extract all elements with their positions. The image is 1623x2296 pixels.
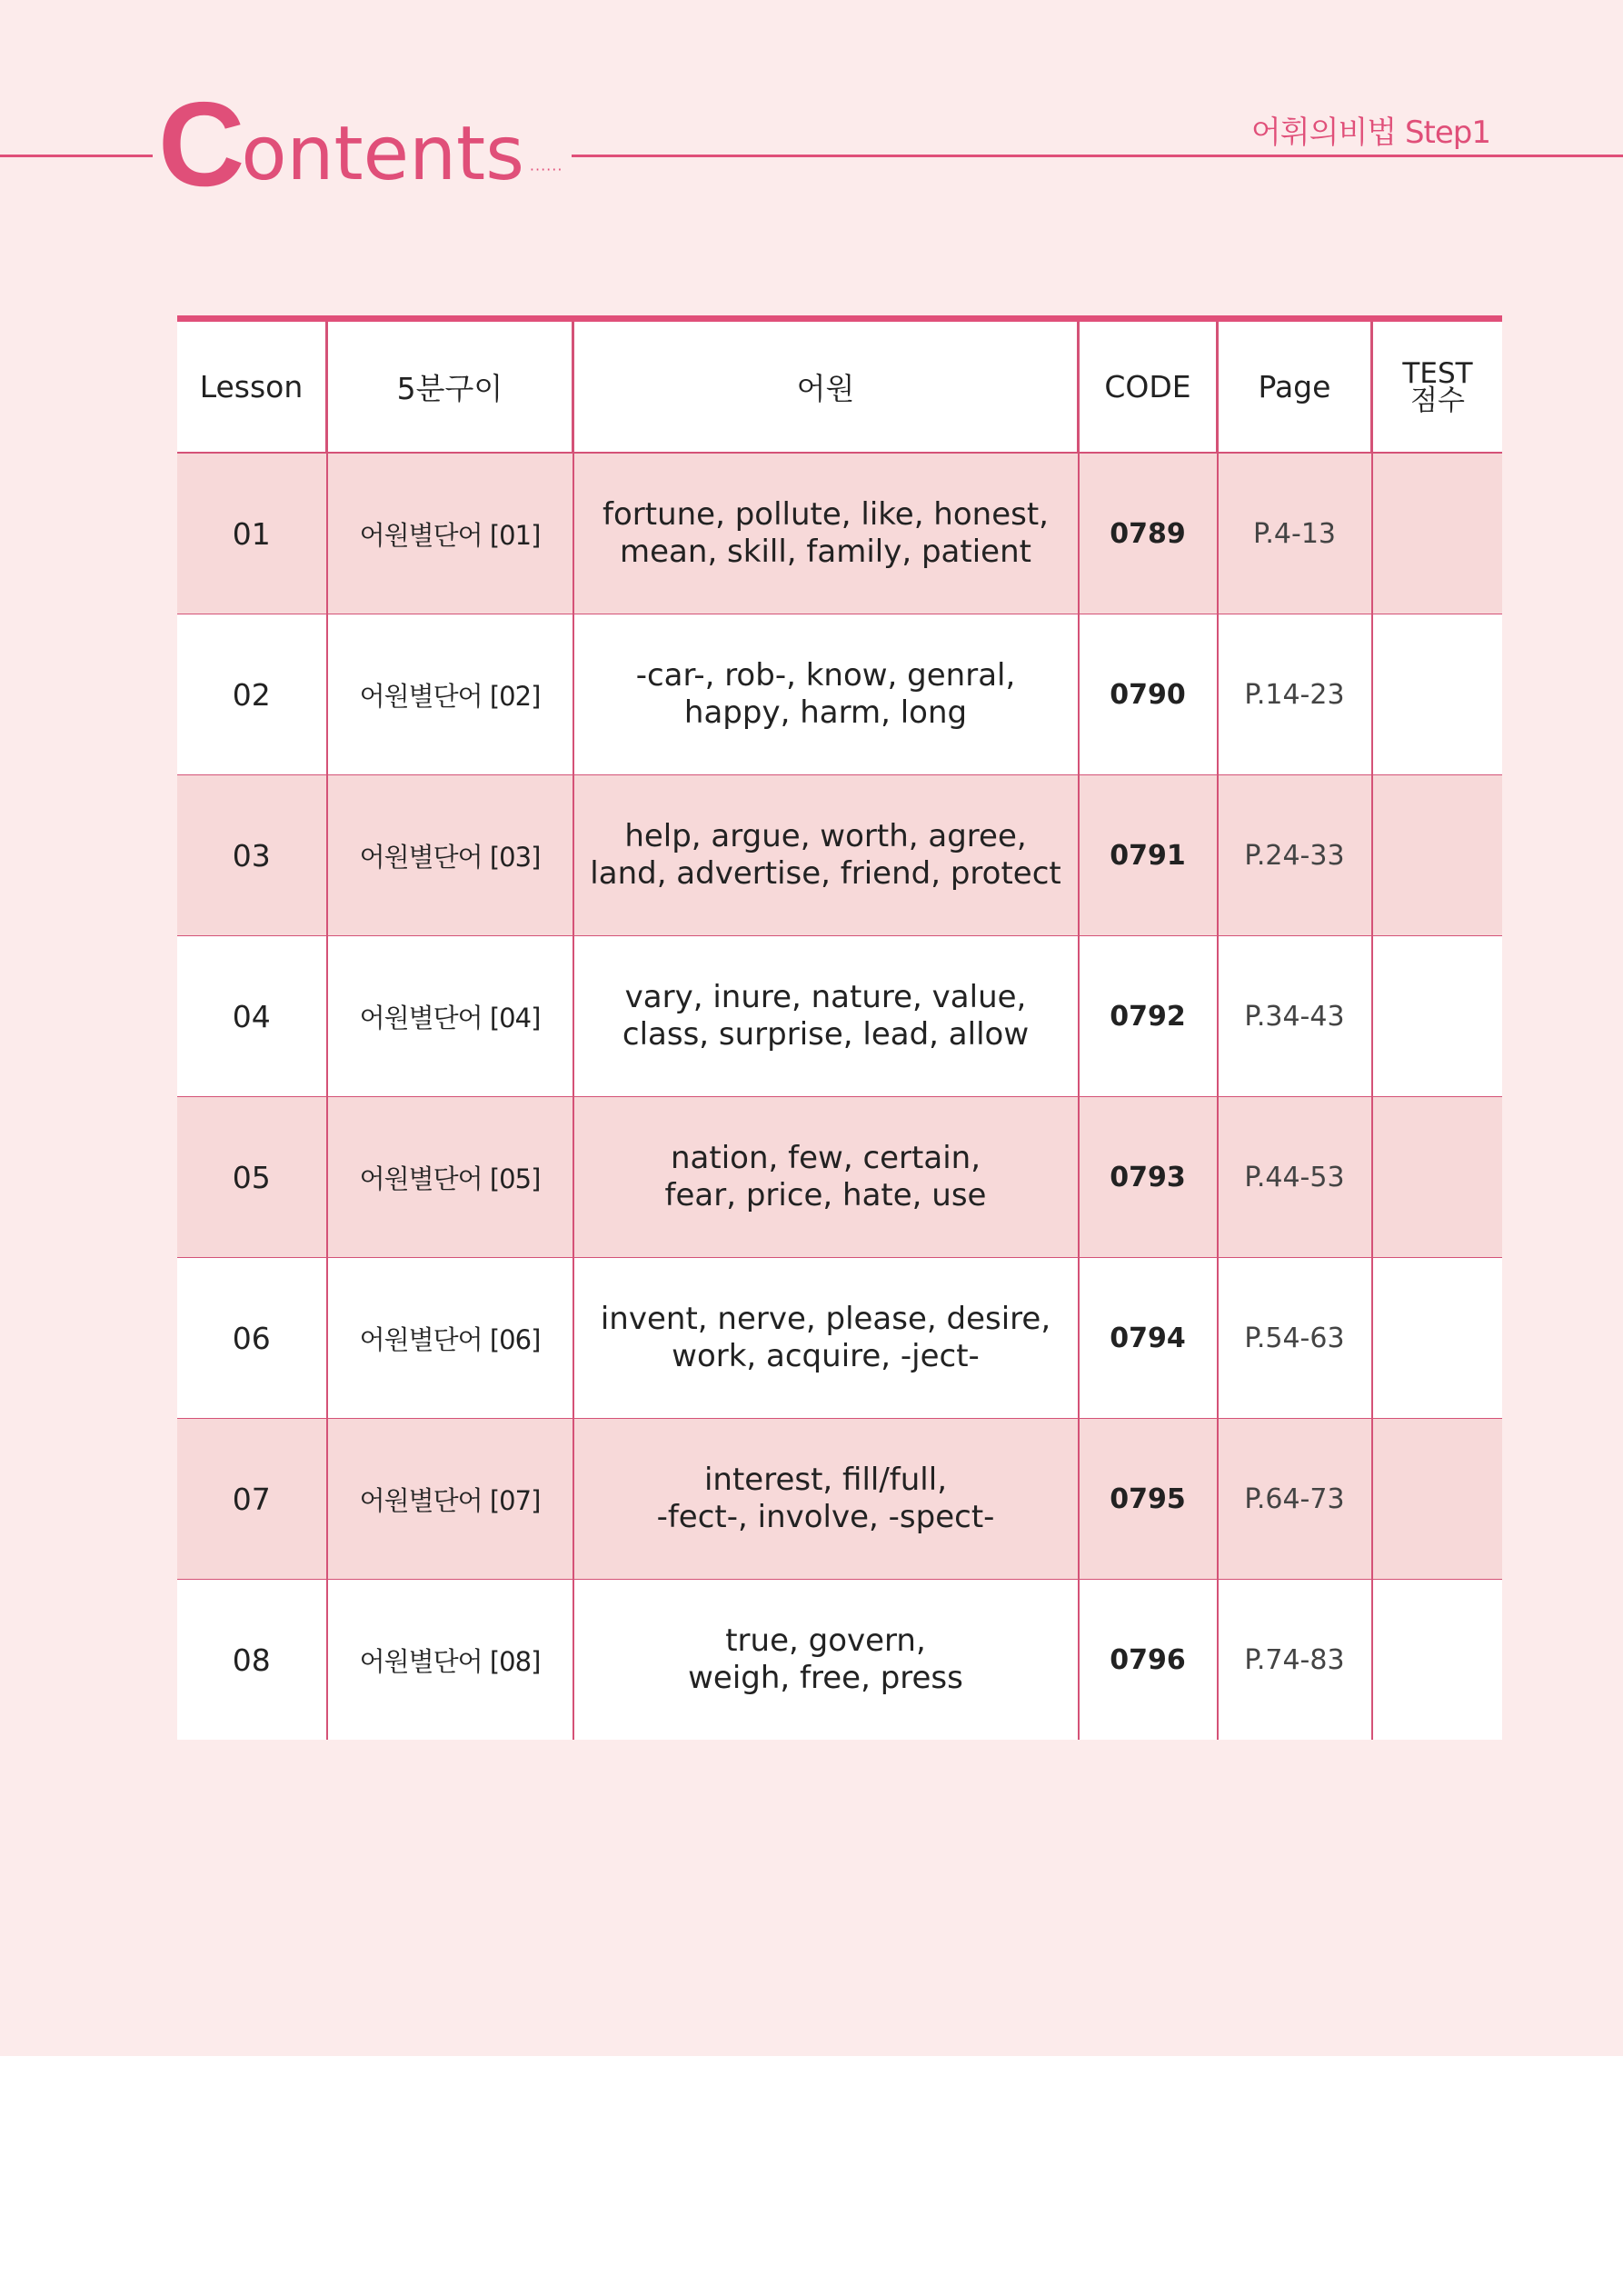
lesson-code: 0796 — [1079, 1580, 1218, 1741]
lesson-number: 07 — [177, 1419, 327, 1580]
table-row — [177, 936, 1502, 1097]
test-score — [1372, 936, 1503, 1097]
lesson-number: 06 — [177, 1258, 327, 1419]
unit-title: 어원별단어 [06] — [327, 1258, 573, 1419]
table-row — [177, 614, 1502, 775]
unit-title: 어원별단어 [05] — [327, 1097, 573, 1258]
unit-title: 어원별단어 [08] — [327, 1580, 573, 1741]
table-row — [177, 1258, 1502, 1419]
lesson-code: 0793 — [1079, 1097, 1218, 1258]
page-range: P.44-53 — [1218, 1097, 1372, 1258]
lesson-number: 04 — [177, 936, 327, 1097]
word-roots-line: -car-, rob-, know, genral, — [635, 657, 1016, 694]
lesson-code: 0794 — [1079, 1258, 1218, 1419]
title-text: ontents — [241, 111, 524, 197]
table-row — [177, 1419, 1502, 1580]
word-roots — [573, 936, 1079, 1097]
word-roots-line: vary, inure, nature, value, — [624, 979, 1027, 1015]
page-title — [153, 77, 572, 211]
lesson-number: 02 — [177, 614, 327, 775]
word-roots-line: work, acquire, -ject- — [672, 1338, 980, 1374]
word-roots-line: -fect-, involve, -spect- — [656, 1499, 995, 1535]
header-test — [1372, 319, 1503, 454]
header-roots: 어원 — [573, 319, 1079, 454]
lesson-code: 0790 — [1079, 614, 1218, 775]
lesson-number: 01 — [177, 453, 327, 614]
lesson-number: 03 — [177, 775, 327, 936]
table-header-row — [177, 319, 1502, 454]
test-score — [1372, 775, 1503, 936]
test-score — [1372, 614, 1503, 775]
lesson-code: 0789 — [1079, 453, 1218, 614]
word-roots — [573, 1580, 1079, 1741]
title-initial: C — [158, 77, 242, 211]
word-roots-line: mean, skill, family, patient — [620, 534, 1031, 570]
page-range: P.34-43 — [1218, 936, 1372, 1097]
page-range: P.54-63 — [1218, 1258, 1372, 1419]
lesson-code: 0795 — [1079, 1419, 1218, 1580]
series-label: 어휘의비법 Step1 — [1250, 115, 1490, 151]
test-score — [1372, 1258, 1503, 1419]
word-roots-line: interest, fill/full, — [703, 1462, 948, 1498]
test-score — [1372, 453, 1503, 614]
word-roots-line: happy, harm, long — [683, 694, 968, 731]
table-row — [177, 453, 1502, 614]
header-test-line1: TEST — [1402, 356, 1473, 390]
page-range: P.24-33 — [1218, 775, 1372, 936]
unit-title: 어원별단어 [02] — [327, 614, 573, 775]
word-roots — [573, 614, 1079, 775]
word-roots-line: true, govern, — [725, 1622, 926, 1659]
word-roots — [573, 1097, 1079, 1258]
lesson-code: 0792 — [1079, 936, 1218, 1097]
test-score — [1372, 1580, 1503, 1741]
page-range: P.64-73 — [1218, 1419, 1372, 1580]
test-score — [1372, 1419, 1503, 1580]
header-unit: 5분구이 — [327, 319, 573, 454]
test-score — [1372, 1097, 1503, 1258]
page-range: P.4-13 — [1218, 453, 1372, 614]
page-range: P.74-83 — [1218, 1580, 1372, 1741]
word-roots — [573, 1419, 1079, 1580]
page-range: P.14-23 — [1218, 614, 1372, 775]
lesson-number: 08 — [177, 1580, 327, 1741]
header-page: Page — [1218, 319, 1372, 454]
word-roots — [573, 453, 1079, 614]
unit-title: 어원별단어 [04] — [327, 936, 573, 1097]
header-lesson: Lesson — [177, 319, 327, 454]
unit-title: 어원별단어 [03] — [327, 775, 573, 936]
word-roots-line: class, surprise, lead, allow — [622, 1016, 1030, 1053]
unit-title: 어원별단어 [01] — [327, 453, 573, 614]
word-roots-line: help, argue, worth, agree, — [624, 818, 1027, 854]
lesson-code: 0791 — [1079, 775, 1218, 936]
contents-table — [177, 315, 1502, 1740]
word-roots-line: invent, nerve, please, desire, — [600, 1301, 1051, 1337]
word-roots-line: weigh, free, press — [688, 1660, 963, 1696]
header-test-line2: 점수 — [1410, 384, 1465, 417]
header-code: CODE — [1079, 319, 1218, 454]
word-roots — [573, 775, 1079, 936]
table-row — [177, 1097, 1502, 1258]
word-roots-line: fear, price, hate, use — [664, 1177, 987, 1213]
word-roots-line: fortune, pollute, like, honest, — [602, 496, 1049, 533]
table-row — [177, 775, 1502, 936]
word-roots — [573, 1258, 1079, 1419]
table-row — [177, 1580, 1502, 1741]
lesson-number: 05 — [177, 1097, 327, 1258]
word-roots-line: nation, few, certain, — [671, 1140, 981, 1176]
title-dots: ······ — [529, 161, 563, 178]
unit-title: 어원별단어 [07] — [327, 1419, 573, 1580]
word-roots-line: land, advertise, friend, protect — [590, 855, 1061, 892]
